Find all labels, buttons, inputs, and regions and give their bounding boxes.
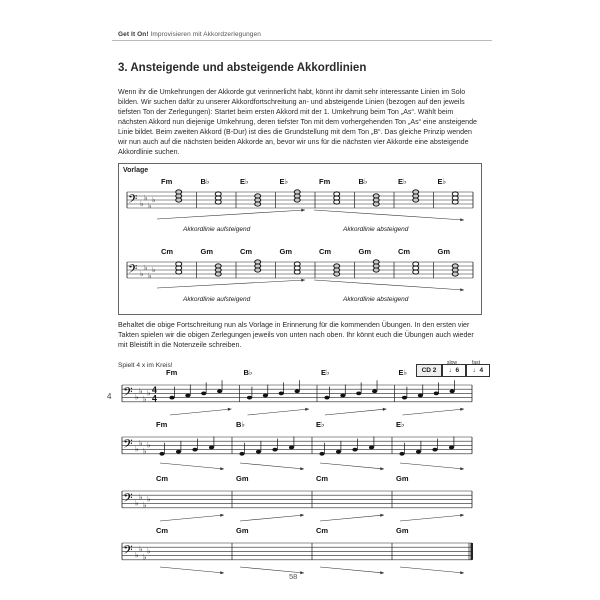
quarter-note [169, 396, 174, 400]
fast-caption: fast [472, 360, 481, 366]
quarter-note [159, 452, 164, 456]
key-flat-icon: ♭ [148, 271, 152, 280]
quarter-note [192, 448, 197, 452]
book-title: Get It On! [118, 31, 149, 38]
key-flat-icon: ♭ [135, 444, 139, 454]
quarter-note [340, 394, 345, 398]
chord-symbol: Gm [396, 526, 409, 535]
line-up-label-1: Akkordlinie aufsteigend [183, 226, 251, 233]
ascending-line-arrow [160, 515, 224, 521]
exercise-staff-3 [122, 474, 472, 521]
ascending-line-arrow [403, 409, 465, 415]
quarter-note [402, 396, 407, 400]
quarter-note [272, 448, 277, 452]
quarter-note [356, 392, 361, 396]
bass-clef-icon: 𝄢 [128, 262, 138, 279]
slow-caption: slow [447, 360, 458, 366]
chord-symbol: Gm [396, 474, 409, 483]
quarter-note [209, 446, 214, 450]
key-flat-icon: ♭ [140, 269, 144, 278]
exercise-staff-4 [122, 526, 473, 574]
chord-symbol: Gm [279, 247, 293, 256]
key-flat-icon: ♭ [147, 494, 151, 504]
key-flat-icon: ♭ [139, 492, 143, 502]
bass-clef-icon: 𝄢 [123, 543, 133, 561]
quarter-note [289, 446, 294, 450]
cd-label: CD 2 [416, 364, 442, 377]
key-flat-icon: ♭ [143, 500, 147, 510]
repeat-instruction: Spielt 4 x im Kreis! [118, 362, 173, 369]
key-flat-icon: ♭ [147, 546, 151, 556]
exercise-paragraph: Behaltet die obige Fortschreitung nun als Vorlage in Erinnerung für die kommenden Übungen. In den ersten vier Takten spielen wir die obigen Zerlegungen jeweils von unten nach oben. Ihr könnt euch die Übungen auch wieder mit Bleistift in die Notenzeile schreiben. [118, 321, 474, 349]
bass-clef-icon: 𝄢 [123, 491, 133, 509]
quarter-note [295, 389, 300, 393]
chord-symbol: Gm [200, 247, 214, 256]
descending-line-arrow [240, 463, 304, 469]
key-flat-icon: ♭ [139, 386, 143, 396]
chord-symbol: Cm [161, 247, 174, 256]
key-flat-icon: ♭ [143, 552, 147, 562]
bass-clef-icon: 𝄢 [123, 437, 133, 455]
ascending-line-arrow-head [228, 408, 232, 411]
intro-paragraph: Wenn ihr die Umkehrungen der Akkorde gut verinnerlicht habt, könnt ihr damit sehr interessante Linien im Solo bilden. Wir suchen dafür zu unserer Akkordfortschreitung an- und absteigende Linien (bezogen auf den jeweils tiefsten Ton der Zerlegungen): Startet beim ersten Akkord mit der 1. Umkehrung beim Ton „As“. Wählt beim nächsten Akkord nun diejenige Umkehrung, deren tiefster Ton mit dem vorhergehenden Ton „As“ eine ansteigende Linie bildet. Beim zweiten Akkord (B-Dur) ist dies die Grundstellung mit dem Ton „B“. Das gleiche Prinzip wenden wir nun auch auf die nächsten beiden Akkorde an, bevor wir uns für die nächsten vier Akkorde eine absteigende Akkordlinie suchen. [118, 88, 477, 156]
quarter-note [256, 450, 261, 454]
vorlage-label: Vorlage [123, 167, 149, 174]
key-flat-icon: ♭ [143, 446, 147, 456]
key-flat-icon: ♭ [144, 193, 148, 202]
note-glyph-icon: ♩ [472, 367, 480, 374]
quarter-note [185, 394, 190, 398]
page-number: 58 [289, 572, 298, 581]
chord-symbol: Fm [161, 177, 173, 186]
chapter-subtitle: Improvisieren mit Akkordzerlegungen [150, 31, 261, 38]
bass-clef-icon: 𝄢 [128, 192, 138, 209]
descending-line-arrow [400, 463, 464, 469]
slow-track-number: 6 [455, 367, 460, 374]
ascending-line-arrow-head [460, 408, 464, 411]
chord-symbol: Fm [156, 420, 168, 429]
quarter-note [176, 450, 181, 454]
descending-line-arrow [160, 463, 224, 469]
quarter-note [201, 392, 206, 396]
descending-line-arrow [400, 567, 464, 573]
key-flat-icon: ♭ [144, 263, 148, 272]
quarter-note [324, 396, 329, 400]
line-down-label-1: Akkordlinie absteigend [343, 226, 409, 233]
chord-symbol: Gm [358, 247, 372, 256]
line-up-label-2: Akkordlinie aufsteigend [183, 296, 251, 303]
ascending-line-arrow-head [305, 408, 309, 411]
ascending-line-arrow-head [383, 408, 387, 411]
key-flat-icon: ♭ [135, 392, 139, 402]
chord-symbol: B♭ [243, 368, 253, 377]
ascending-line-arrow [248, 409, 310, 415]
chord-symbol: Cm [240, 247, 253, 256]
quarter-note [352, 448, 357, 452]
chord-symbol: E♭ [279, 177, 289, 186]
ascending-line-arrow [240, 515, 304, 521]
exercise-staff-2 [122, 420, 472, 470]
chord-symbol: Gm [236, 526, 249, 535]
quarter-note [449, 446, 454, 450]
quarter-note [319, 452, 324, 456]
quarter-note [279, 392, 284, 396]
quarter-note [217, 389, 222, 393]
chord-symbol: Cm [156, 526, 169, 535]
key-flat-icon: ♭ [148, 201, 152, 210]
key-flat-icon: ♭ [152, 195, 156, 204]
key-flat-icon: ♭ [140, 199, 144, 208]
chord-symbol: B♭ [358, 177, 368, 186]
chord-symbol: E♭ [316, 420, 325, 429]
ascending-line-arrow [320, 515, 384, 521]
note-glyph-icon: ♩ [448, 367, 456, 374]
chord-symbol: Cm [156, 474, 169, 483]
key-flat-icon: ♭ [147, 440, 151, 450]
time-signature-top: 4 [152, 384, 157, 395]
chord-symbol: Fm [166, 368, 178, 377]
chord-symbol: Fm [319, 177, 331, 186]
chord-symbol: E♭ [398, 177, 407, 186]
key-flat-icon: ♭ [143, 394, 147, 404]
chord-symbol: B♭ [236, 420, 245, 429]
chord-symbol: Cm [398, 247, 411, 256]
chord-symbol: E♭ [240, 177, 249, 186]
quarter-note [372, 389, 377, 393]
ascending-line-arrow [325, 409, 387, 415]
key-flat-icon: ♭ [135, 550, 139, 560]
chord-symbol: E♭ [437, 177, 447, 186]
section-title: 3. Ansteigende und absteigende Akkordlinien [118, 62, 367, 74]
chord-symbol: Cm [316, 526, 329, 535]
quarter-note [369, 446, 374, 450]
key-flat-icon: ♭ [139, 544, 143, 554]
exercise-staff-1 [122, 368, 472, 415]
line-down-label-2: Akkordlinie absteigend [343, 296, 409, 303]
chord-symbol: Gm [236, 474, 249, 483]
chord-symbol: Cm [319, 247, 332, 256]
quarter-note [399, 452, 404, 456]
chord-symbol: E♭ [321, 368, 330, 377]
bass-clef-icon: 𝄢 [123, 385, 133, 403]
quarter-note [416, 450, 421, 454]
key-flat-icon: ♭ [135, 498, 139, 508]
ascending-line-arrow [170, 409, 232, 415]
chord-symbol: Cm [316, 474, 329, 483]
final-bar-thick [471, 543, 474, 560]
key-flat-icon: ♭ [147, 388, 151, 398]
chord-symbol: B♭ [200, 177, 210, 186]
chord-symbol: Gm [437, 247, 451, 256]
exercise-number: 4 [107, 392, 112, 401]
descending-line-arrow [160, 567, 224, 573]
descending-line-arrow [320, 567, 384, 573]
descending-line-arrow [320, 463, 384, 469]
chord-symbol: E♭ [396, 420, 405, 429]
quarter-note [336, 450, 341, 454]
key-flat-icon: ♭ [152, 265, 156, 274]
quarter-note [434, 392, 439, 396]
quarter-note [263, 394, 268, 398]
chord-symbol: E♭ [398, 368, 408, 377]
quarter-note [247, 396, 252, 400]
fast-track-number: 4 [479, 367, 484, 374]
ascending-line-arrow [400, 515, 464, 521]
quarter-note [239, 452, 244, 456]
key-flat-icon: ♭ [139, 438, 143, 448]
quarter-note [450, 389, 455, 393]
time-signature-bottom: 4 [152, 393, 157, 404]
quarter-note [418, 394, 423, 398]
quarter-note [432, 448, 437, 452]
